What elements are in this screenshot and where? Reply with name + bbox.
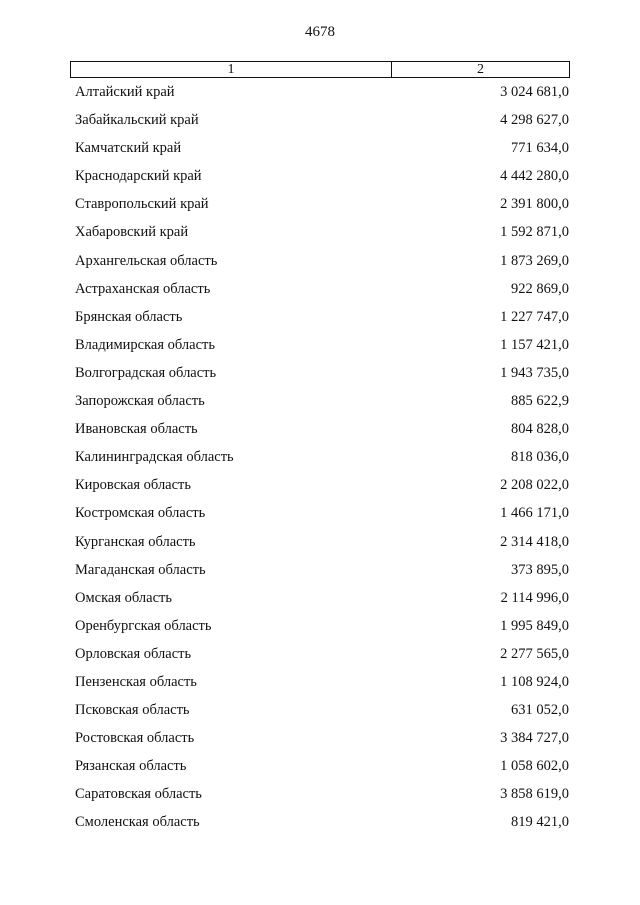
table-row bbox=[0, 758, 640, 786]
table-row bbox=[0, 702, 640, 730]
region-name: Костромская область bbox=[75, 505, 206, 522]
region-name: Пензенская область bbox=[75, 673, 197, 690]
region-name: Алтайский край bbox=[75, 84, 175, 100]
amount-value: 818 036,0 bbox=[511, 449, 569, 466]
amount-value: 1 592 871,0 bbox=[500, 224, 569, 241]
region-name: Кировская область bbox=[75, 477, 192, 494]
amount-value: 922 869,0 bbox=[511, 280, 569, 297]
table-row bbox=[0, 253, 640, 281]
table-row bbox=[0, 534, 640, 562]
region-name: Волгоградская область bbox=[75, 364, 217, 381]
table-row bbox=[0, 505, 640, 533]
region-name: Ростовская область bbox=[75, 730, 195, 747]
region-name: Запорожская область bbox=[75, 393, 205, 410]
amount-value: 2 314 418,0 bbox=[500, 533, 569, 550]
amount-value: 804 828,0 bbox=[511, 421, 569, 438]
amount-value: 1 995 849,0 bbox=[500, 617, 569, 634]
page-number: 4678 bbox=[305, 24, 335, 40]
amount-value: 771 634,0 bbox=[511, 140, 569, 157]
region-name: Хабаровский край bbox=[75, 224, 189, 241]
table-row bbox=[0, 562, 640, 590]
region-name: Саратовская область bbox=[75, 786, 202, 803]
region-name: Краснодарский край bbox=[75, 168, 202, 185]
table-row bbox=[0, 477, 640, 505]
table-row bbox=[0, 168, 640, 196]
amount-value: 2 277 565,0 bbox=[500, 645, 569, 662]
amount-value: 373 895,0 bbox=[511, 561, 569, 578]
amount-value: 819 421,0 bbox=[511, 814, 569, 831]
region-name: Оренбургская область bbox=[75, 617, 212, 634]
amount-value: 4 442 280,0 bbox=[500, 168, 569, 185]
table-row bbox=[0, 365, 640, 393]
amount-value: 3 858 619,0 bbox=[500, 786, 569, 803]
amount-value: 631 052,0 bbox=[511, 702, 569, 719]
region-name: Забайкальский край bbox=[75, 112, 199, 129]
column-header-2: 2 bbox=[477, 62, 484, 77]
amount-value: 885 622,9 bbox=[511, 393, 569, 410]
table-row bbox=[0, 674, 640, 702]
amount-value: 3 384 727,0 bbox=[500, 730, 569, 747]
region-name: Смоленская область bbox=[75, 814, 200, 831]
table-row bbox=[0, 786, 640, 814]
region-name: Архангельская область bbox=[75, 252, 218, 269]
region-name: Магаданская область bbox=[75, 561, 206, 578]
region-name: Камчатский край bbox=[75, 140, 182, 157]
table-row bbox=[0, 393, 640, 421]
region-name: Астраханская область bbox=[75, 280, 211, 297]
region-name: Рязанская область bbox=[75, 758, 187, 775]
table-row bbox=[0, 730, 640, 758]
table-row bbox=[0, 618, 640, 646]
amount-value: 1 943 735,0 bbox=[500, 364, 569, 381]
table-row bbox=[0, 814, 640, 842]
region-name: Калининградская область bbox=[75, 449, 234, 466]
region-name: Владимирская область bbox=[75, 336, 215, 353]
table-row bbox=[0, 590, 640, 618]
region-name: Брянская область bbox=[75, 308, 183, 325]
table-row bbox=[0, 112, 640, 140]
amount-value: 1 466 171,0 bbox=[500, 505, 569, 522]
table-row bbox=[0, 421, 640, 449]
table-row bbox=[0, 281, 640, 309]
amount-value: 1 873 269,0 bbox=[500, 252, 569, 269]
table-row bbox=[0, 449, 640, 477]
table-row bbox=[0, 337, 640, 365]
amount-value: 2 114 996,0 bbox=[500, 589, 569, 606]
region-name: Ивановская область bbox=[75, 421, 198, 438]
table-row bbox=[0, 140, 640, 168]
amount-value: 1 157 421,0 bbox=[500, 336, 569, 353]
table-row bbox=[0, 84, 640, 112]
table-header bbox=[70, 61, 570, 78]
table-row bbox=[0, 196, 640, 224]
amount-value: 1 227 747,0 bbox=[500, 308, 569, 325]
region-name: Курганская область bbox=[75, 533, 196, 550]
region-name: Орловская область bbox=[75, 645, 192, 662]
table-row bbox=[0, 646, 640, 674]
amount-value: 1 058 602,0 bbox=[500, 758, 569, 775]
table-row bbox=[0, 309, 640, 337]
region-name: Ставропольский край bbox=[75, 196, 209, 213]
table-body bbox=[0, 84, 640, 843]
amount-value: 3 024 681,0 bbox=[500, 84, 569, 100]
amount-value: 2 391 800,0 bbox=[500, 196, 569, 213]
region-name: Омская область bbox=[75, 589, 172, 606]
region-name: Псковская область bbox=[75, 702, 190, 719]
amount-value: 4 298 627,0 bbox=[500, 112, 569, 129]
column-header-1: 1 bbox=[71, 62, 392, 77]
table-row bbox=[0, 224, 640, 252]
amount-value: 2 208 022,0 bbox=[500, 477, 569, 494]
amount-value: 1 108 924,0 bbox=[500, 673, 569, 690]
